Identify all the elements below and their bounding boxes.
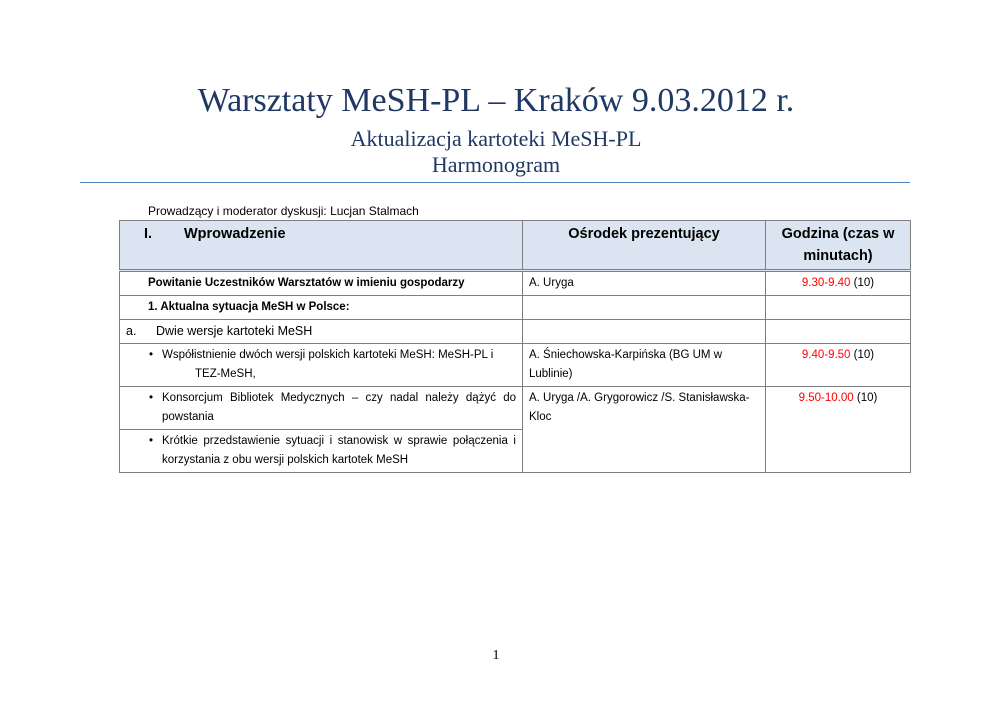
- time-range: 9.50-10.00: [798, 392, 854, 404]
- row-time: [766, 344, 911, 387]
- row-topic: [120, 320, 523, 344]
- row-center: A. Śniechowska-Karpińska (BG UM w Lublinie): [523, 344, 766, 387]
- row-topic: [120, 344, 523, 387]
- row-center: A. Uryga /A. Grygorowicz /S. Stanisławska-Kloc: [523, 387, 766, 473]
- row-center: A. Uryga: [523, 271, 766, 296]
- row-topic: [120, 387, 523, 430]
- document-subtitle: Aktualizacja kartoteki MeSH-PL: [350, 126, 642, 151]
- row-center-empty: [523, 320, 766, 344]
- time-range: 9.40-9.50: [801, 349, 851, 361]
- title-divider: [80, 182, 910, 183]
- bullet-icon: •: [148, 349, 154, 361]
- bullet-icon: •: [148, 392, 154, 404]
- row-time: [766, 387, 911, 473]
- header-section-cell: [120, 221, 523, 271]
- table-header-row: [120, 221, 911, 271]
- time-minutes: (10): [853, 277, 875, 289]
- moderator-line: Prowadzący i moderator dyskusji: Lucjan Stalmach: [148, 204, 419, 218]
- bullet-icon: •: [148, 435, 154, 447]
- time-minutes: (10): [856, 392, 878, 404]
- table-row: [120, 387, 911, 430]
- document-subtitle-schedule: Harmonogram: [431, 152, 561, 177]
- table-row: [120, 344, 911, 387]
- row-topic: [120, 430, 523, 473]
- table-row: [120, 271, 911, 296]
- row-topic-text: Konsorcjum Bibliotek Medycznych – czy nadal należy dążyć do powstania: [162, 392, 516, 423]
- schedule-table: [119, 220, 911, 473]
- page-number: 1: [492, 648, 500, 663]
- row-center-empty: [523, 296, 766, 320]
- section-title: Wprowadzenie: [184, 226, 286, 242]
- row-topic-text: Dwie wersje kartoteki MeSH: [156, 324, 313, 338]
- row-letter: a.: [126, 324, 137, 338]
- header-time-cell: Godzina (czas w minutach): [766, 221, 911, 271]
- row-time-empty: [766, 320, 911, 344]
- row-topic: Powitanie Uczestników Warsztatów w imieniu gospodarzy: [120, 271, 523, 296]
- section-number: I.: [144, 226, 153, 242]
- row-time: [766, 271, 911, 296]
- time-range: 9.30-9.40: [801, 277, 851, 289]
- row-time-empty: [766, 296, 911, 320]
- time-minutes: (10): [853, 349, 875, 361]
- header-center-cell: Ośrodek prezentujący: [523, 221, 766, 271]
- row-topic: 1. Aktualna sytuacja MeSH w Polsce:: [120, 296, 523, 320]
- table-row: [120, 320, 911, 344]
- row-topic-text: Krótkie przedstawienie sytuacji i stanowisk w sprawie połączenia i korzystania z obu wersji polskich kartotek MeSH: [162, 435, 516, 466]
- row-topic-line2: TEZ-MeSH,: [195, 368, 256, 380]
- document-title: Warsztaty MeSH-PL – Kraków 9.03.2012 r.: [197, 82, 795, 119]
- table-row: [120, 296, 911, 320]
- row-topic-line1: Współistnienie dwóch wersji polskich kartoteki MeSH: MeSH-PL i: [162, 349, 494, 361]
